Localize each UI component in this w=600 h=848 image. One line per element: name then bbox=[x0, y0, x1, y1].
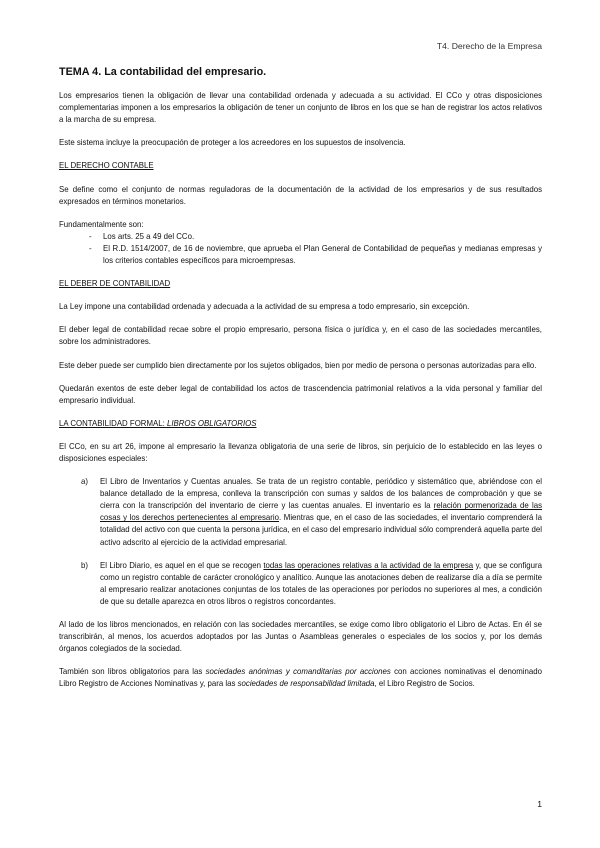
deber-paragraph-2: El deber legal de contabilidad recae sobre el propio empresario, persona física o jurídica y, en el caso de las sociedades mercantiles, sobre los administradores. bbox=[59, 325, 542, 347]
list-marker: b) bbox=[81, 560, 88, 570]
list-item bbox=[89, 231, 542, 243]
text-segment: con acciones nominativas el denominado Libro Registro de Acciones Nominativas y, para las bbox=[59, 667, 542, 689]
heading-part-italic: LIBROS OBLIGATORIOS bbox=[166, 418, 257, 428]
list-item-text: Los arts. 25 a 49 del CCo. bbox=[103, 231, 195, 241]
fundamentalmente-lead: Fundamentalmente son: bbox=[59, 219, 144, 229]
text-segment: . Mientras que, en el caso de las sociedades, el inventario comprenderá la totalidad del activo con que cuenta la persona jurídica, en el caso del empresario individual sólo comprenderá aquella parte del activo adscrito al ejercicio de la actividad empresarial. bbox=[100, 513, 543, 547]
formal-paragraph-1: El CCo, en su art 26, impone al empresario la llevanza obligatoria de una serie de libros, sin perjuicio de lo establecido en las leyes o disposiciones especiales: bbox=[59, 441, 542, 463]
section-heading-deber-contabilidad: EL DEBER DE CONTABILIDAD bbox=[59, 279, 171, 289]
page-number: 1 bbox=[537, 799, 542, 809]
list-marker: a) bbox=[81, 477, 88, 487]
deber-paragraph-4: Quedarán exentos de este deber legal de contabilidad los actos de trascendencia patrimonial relativos a la vida personal y familiar del empresario individual. bbox=[59, 383, 542, 405]
list-marker: - bbox=[89, 243, 92, 253]
italic-text: sociedades anónimas y comanditarias por acciones bbox=[205, 667, 391, 677]
text-segment: , el Libro Registro de Socios. bbox=[374, 679, 475, 689]
underlined-text: todas las operaciones relativas a la actividad de la empresa bbox=[263, 560, 474, 570]
derecho-contable-paragraph: Se define como el conjunto de normas reguladoras de la documentación de la actividad de los empresarios y de sus resultados expresados en términos monetarios. bbox=[59, 184, 542, 206]
list-item bbox=[89, 243, 542, 267]
deber-paragraph-3: Este deber puede ser cumplido bien directamente por los sujetos obligados, bien por medio de persona o personas autorizadas para ello. bbox=[59, 360, 537, 370]
page-title: TEMA 4. La contabilidad del empresario. bbox=[59, 66, 267, 78]
italic-text: sociedades de responsabilidad limitada bbox=[237, 679, 375, 689]
list-item-text: El R.D. 1514/2007, de 16 de noviembre, que aprueba el Plan General de Contabilidad de pequeñas y medianas empresas y los criterios contables específicos para microempresas. bbox=[103, 243, 542, 266]
document-body bbox=[59, 66, 542, 701]
heading-part: LA CONTABILIDAD FORMAL: bbox=[59, 418, 167, 428]
deber-paragraph-1: La Ley impone una contabilidad ordenada y adecuada a la actividad de su empresa a todo empresario, sin excepción. bbox=[59, 302, 470, 312]
list-item-libro-inventarios bbox=[81, 476, 542, 549]
sources-list bbox=[59, 231, 542, 267]
underlined-text: relación pormenorizada de las cosas y los derechos pertenecientes al empresario bbox=[100, 501, 542, 523]
intro-paragraph-1: Los empresarios tienen la obligación de llevar una contabilidad ordenada y adecuada a su actividad. El CCo y otras disposiciones complementarias imponen a los empresarios la obligación de tener un conjunto de libros en los que se han de registrar los actos relativos a la marcha de su empresa. bbox=[59, 91, 542, 125]
intro-paragraph-2: Este sistema incluye la preocupación de proteger a los acreedores en los supuestos de insolvencia. bbox=[59, 138, 406, 148]
text-segment: y, que se configura como un registro contable de carácter cronológico y analítico. Aunque las anotaciones deben de realizarse día a día se permite al empresario realizar anotaciones conjuntas de los totales de las operaciones por períodos no superiores al mes, a condición de que su detalle aparezca en otros libros o registros concordantes. bbox=[100, 560, 543, 606]
list-marker: - bbox=[89, 231, 92, 241]
text-segment: También son libros obligatorios para las bbox=[59, 667, 206, 677]
formal-paragraph-3 bbox=[59, 666, 542, 690]
books-list bbox=[59, 476, 542, 608]
section-heading-contabilidad-formal bbox=[59, 418, 542, 430]
text-segment: El Libro Diario, es aquel en el que se recogen bbox=[100, 560, 264, 570]
list-item-libro-diario bbox=[81, 560, 542, 608]
text-segment: El Libro de Inventarios y Cuentas anuales. Se trata de un registro contable, periódico y sistemático que, abriéndose con el balance detallado de la empresa, conlleva la transcripción con sumas y saldos de los balances de comprobación y que se cierra con la transcripción del inventario de cierre y las cuentas anuales. El inventario es la bbox=[100, 477, 542, 511]
formal-paragraph-2: Al lado de los libros mencionados, en relación con las sociedades mercantiles, se exige como libro obligatorio el Libro de Actas. En él se transcribirán, al menos, los acuerdos adoptados por las Juntas o Asambleas generales o especiales de los socios y, por los demás órganos colegiados de la sociedad. bbox=[59, 620, 542, 654]
section-heading-derecho-contable: EL DERECHO CONTABLE bbox=[59, 161, 154, 171]
running-header: T4. Derecho de la Empresa bbox=[436, 41, 542, 51]
